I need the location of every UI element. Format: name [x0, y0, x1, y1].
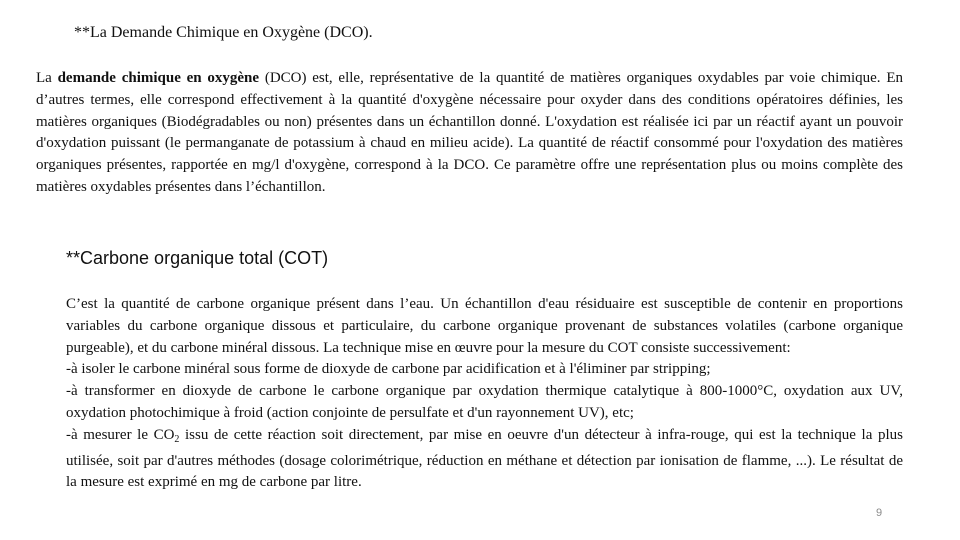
cot-step-3-before: -à mesurer le CO [66, 426, 175, 443]
cot-paragraph [66, 294, 903, 494]
co2-subscript: 2 [174, 433, 180, 445]
section-heading-cot: **Carbone organique total (COT) [66, 248, 329, 268]
cot-step-2: -à transformer en dioxyde de carbone le carbone organique par oxydation thermique catalytique à 800-1000°C, oxydation aux UV, oxydation photochimique à froid (action conjointe de persulfate et d'un rayonnement UV), etc; [66, 383, 903, 421]
cot-intro: C’est la quantité de carbone organique présent dans l’eau. Un échantillon d'eau résiduaire est susceptible de contenir en proportions variables du carbone organique dissous et particulaire, du carbone organique provenant de substances volatiles (carbone organique purgeable), et du carbone minéral dissous. La technique mise en œuvre pour la mesure du COT consiste successivement: [66, 296, 903, 356]
dco-paragraph-text: (DCO) est, elle, représentative de la quantité de matières organiques oxydables par voie chimique. En d’autres termes, elle correspond effectivement à la quantité d'oxygène nécessaire pour oxyder dans des conditions opératoires définies, les matières organiques (Biodégradables ou non) présentes dans un échantillon donné. L'oxydation est réalisée ici par un réactif ayant un pouvoir d'oxydation puissant (le permanganate de potassium à chaud en milieu acide). La quantité de réactif consommé pour l'oxydation des matières organiques présentes, rapportée en mg/l d'oxygène, correspond à la DCO. Ce paramètre offre une représentation plus ou moins complète des matières oxydables présentes dans l’échantillon. [36, 70, 903, 195]
section-heading-dco: **La Demande Chimique en Oxygène (DCO). [74, 24, 373, 41]
cot-step-1: -à isoler le carbone minéral sous forme de dioxyde de carbone par acidification et à l'éliminer par stripping; [66, 361, 711, 378]
page-number: 9 [876, 507, 883, 519]
cot-step-3 [66, 425, 903, 494]
dco-term: demande chimique en oxygène [57, 70, 260, 86]
dco-paragraph-lead: La [36, 70, 58, 86]
cot-step-3-after: issu de cette réaction soit directement, par mise en oeuvre d'un détecteur à infra-rouge, qui est la technique la plus utilisée, soit par d'autres méthodes (dosage colorimétrique, réduction en méthane et détection par ionisation de flamme, ...). Le résultat de la mesure est exprimé en mg de carbone par litre. [66, 426, 903, 491]
dco-paragraph [36, 68, 903, 199]
